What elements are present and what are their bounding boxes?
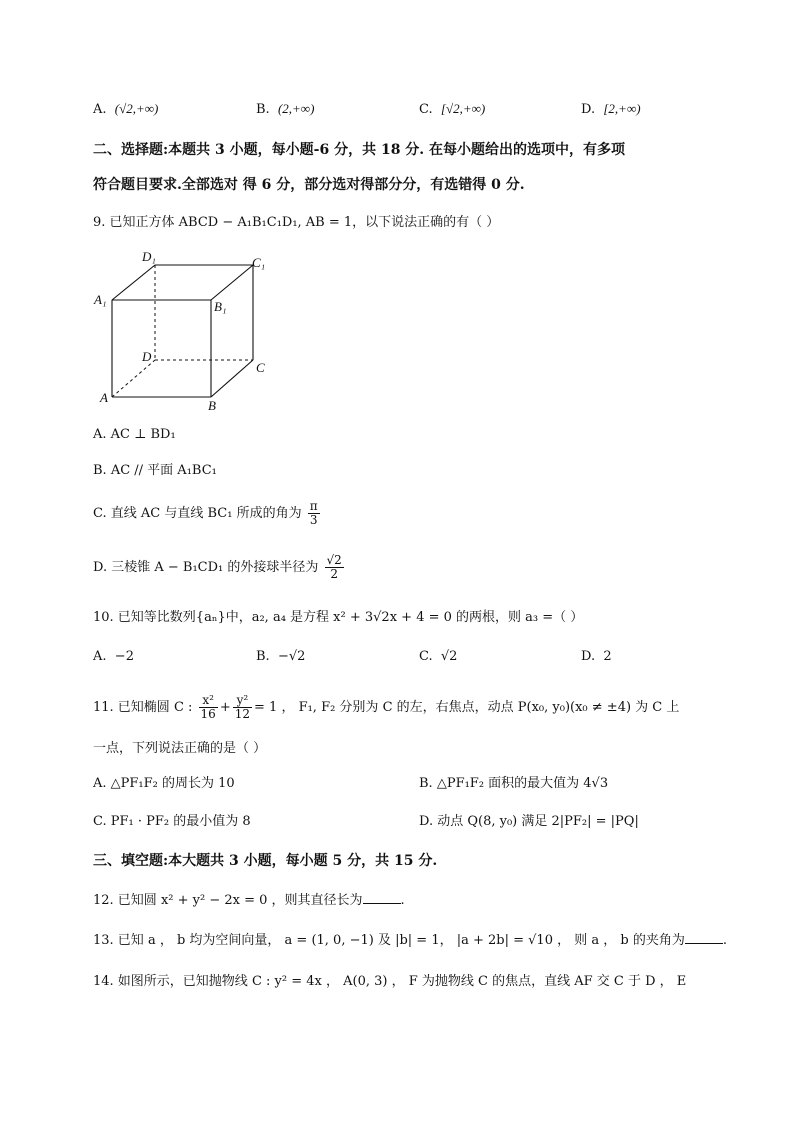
q9-optd-fraction: $\frac{√2}{2}$ [326, 553, 342, 581]
q11-frac-x: $\frac{\text{x²}}{16}$ [200, 693, 216, 721]
q11-option-b: B. △PF₁F₂ 面积的最大值为 4√3 [419, 776, 609, 791]
cube-diagram [90, 245, 280, 415]
q8-option-c: C. [√2,+∞) [419, 101, 486, 117]
q10-option-b: B. −√2 [256, 649, 306, 664]
q11-option-a: A. △PF₁F₂ 的周长为 10 [93, 776, 235, 791]
q13: 13. 已知 a ， b 均为空间向量， a = (1, 0, −1) 及 |b| = 1， |a + 2b| = √10 ， 则 a ， b 的夹角为 . [93, 933, 727, 948]
q9-option-d: D. 三棱锥 A − B₁CD₁ 的外接球半径为 $\frac{√2}{2}$ [93, 553, 342, 581]
q14-stem: 14. 如图所示，已知抛物线 C : y² = 4x ， A(0, 3) ， F 为抛物线 C 的焦点，直线 AF 交 C 于 D ， E [93, 974, 687, 989]
label-a1: A₁ [94, 292, 107, 307]
q9-stem: 9. 已知正方体 ABCD − A₁B₁C₁D₁, AB = 1，以下说法正确的有（ ） [93, 215, 500, 230]
q12-answer-blank[interactable] [363, 891, 401, 904]
section3-header: 三、填空题:本大题共 3 小题，每小题 5 分，共 15 分. [93, 853, 438, 869]
label-b1: B₁ [214, 299, 227, 314]
q11-option-d: D. 动点 Q(8, y₀) 满足 2|PF₂| = |PQ| [419, 814, 639, 829]
q9-option-b: B. AC // 平面 A₁BC₁ [93, 463, 217, 478]
q12: 12. 已知圆 x² + y² − 2x = 0 ，则其直径长为 . [93, 893, 405, 908]
q10-stem: 10. 已知等比数列{aₙ}中，a₂, a₄ 是方程 x² + 3√2x + 4 = 0 的两根，则 a₃ =（ ） [93, 610, 584, 625]
q13-answer-blank[interactable] [685, 931, 723, 944]
label-b: B [208, 398, 216, 413]
q10-option-a: A. −2 [93, 649, 134, 664]
edge-a-d [112, 360, 155, 397]
label-d1: D₁ [142, 249, 156, 264]
q8-option-b: B. (2,+∞) [256, 101, 315, 117]
q10-option-c: C. √2 [419, 649, 458, 664]
edge-a1-d1 [112, 265, 155, 300]
edge-b-c [211, 360, 253, 397]
q9-optc-fraction: $\frac{\pi}{3}$ [309, 499, 318, 527]
label-d: D [142, 349, 152, 364]
q11-option-c: C. PF₁ · PF₂ 的最小值为 8 [93, 814, 251, 829]
edge-b1-c1 [211, 265, 253, 300]
label-c: C [256, 360, 265, 375]
q11-frac-y: $\frac{\text{y²}}{12}$ [234, 693, 251, 721]
q11-stem-line2: 一点，下列说法正确的是（ ） [93, 741, 267, 756]
q10-option-d: D. 2 [581, 649, 612, 664]
q11-stem: 11. 已知椭圆 C : $\frac{\text{x²}}{16}$ + $\frac{\text{y²}}{12}$ = 1 ， F₁, F₂ 分别为 C 的左，右焦点，动点 P(x₀, y₀)(x₀ ≠ ±4) 为 C 上 [93, 693, 680, 721]
q9-option-c: C. 直线 AC 与直线 BC₁ 所成的角为 $\frac{\pi}{3}$ [93, 499, 318, 527]
q8-option-d: D. [2,+∞) [581, 101, 641, 117]
label-a: A [100, 390, 108, 405]
q9-option-a: A. AC ⊥ BD₁ [93, 427, 176, 442]
section2-line1: 二、选择题:本题共 3 小题，每小题-6 分，共 18 分. 在每小题给出的选项中，有多项 [93, 142, 626, 158]
q8-option-a: A. (√2,+∞) [93, 101, 159, 117]
label-c1: C₁ [252, 255, 266, 270]
section2-line2: 符合题目要求.全部选对 得 6 分，部分选对得部分分，有选错得 0 分. [93, 177, 525, 193]
